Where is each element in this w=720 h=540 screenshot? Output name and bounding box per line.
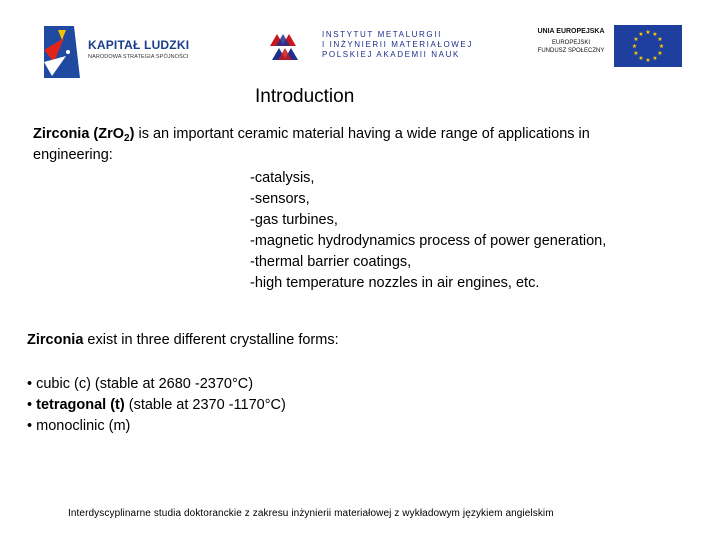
svg-text:★: ★ — [652, 31, 658, 38]
kapital-ludzki-emblem-icon — [40, 24, 84, 80]
intro-line-1 — [33, 124, 590, 149]
eu-flag-icon — [614, 25, 682, 67]
application-item: -magnetic hydrodynamics process of power generation, — [250, 233, 607, 249]
svg-text:★: ★ — [633, 36, 639, 43]
applications-list — [250, 168, 606, 294]
svg-text:★: ★ — [631, 43, 638, 50]
svg-text:★: ★ — [638, 55, 644, 62]
form-item-cubic: • cubic (c) (stable at 2680 -2370°C) — [27, 376, 254, 392]
svg-text:★: ★ — [658, 43, 665, 50]
svg-text:★: ★ — [645, 29, 651, 36]
imim-emblem-icon — [268, 30, 302, 64]
forms-list — [27, 374, 286, 437]
form-item-tetragonal: • tetragonal (t) (stable at 2370 -1170°C) — [27, 397, 286, 413]
kapital-ludzki-logo — [40, 20, 200, 80]
svg-text:★: ★ — [633, 50, 639, 57]
eu-line-1: UNIA EUROPEJSKA — [537, 28, 605, 35]
eu-line-2b: FUNDUSZ SPOŁECZNY — [537, 48, 605, 54]
imim-name-line-2: I INŻYNIERII MATERIAŁOWEJ — [322, 40, 473, 49]
eu-social-fund-logo — [530, 24, 682, 68]
svg-text:★: ★ — [638, 31, 644, 38]
imim-name-line-3: POLSKIEJ AKADEMII NAUK — [322, 50, 460, 59]
intro-rest: is an important ceramic material having a wide range of applications in — [134, 126, 590, 142]
forms-intro-rest: exist in three different crystalline forms: — [83, 332, 339, 348]
application-item: -high temperature nozzles in air engines, etc. — [250, 275, 540, 291]
svg-text:★: ★ — [645, 57, 651, 64]
forms-intro — [27, 330, 339, 351]
eu-line-2 — [532, 39, 610, 55]
imim-pan-logo — [268, 28, 488, 68]
intro-line-2: engineering: — [33, 147, 113, 163]
slide-title: Introduction — [255, 86, 355, 107]
application-item: -gas turbines, — [250, 212, 338, 228]
application-item: -thermal barrier coatings, — [250, 254, 412, 270]
intro-subject: Zirconia (ZrO$_2$) — [33, 126, 135, 144]
svg-text:★: ★ — [652, 55, 658, 62]
svg-text:★: ★ — [657, 36, 663, 43]
imim-name-line-1: INSTYTUT METALURGII — [322, 30, 442, 39]
application-item: -catalysis, — [250, 170, 315, 186]
application-item: -sensors, — [250, 191, 310, 207]
eu-line-2a: EUROPEJSKI — [551, 40, 590, 46]
svg-text:★: ★ — [657, 50, 663, 57]
form-item-monoclinic: • monoclinic (m) — [27, 418, 131, 434]
footer-text: Interdyscyplinarne studia doktoranckie z zakresu inżynierii materiałowej z wykładowym językiem angielskim — [68, 508, 554, 519]
kapital-ludzki-name: KAPITAŁ LUDZKI — [88, 38, 190, 52]
kapital-ludzki-subtitle: NARODOWA STRATEGIA SPÓJNOŚCI — [88, 54, 189, 60]
forms-subject: Zirconia — [27, 332, 84, 348]
